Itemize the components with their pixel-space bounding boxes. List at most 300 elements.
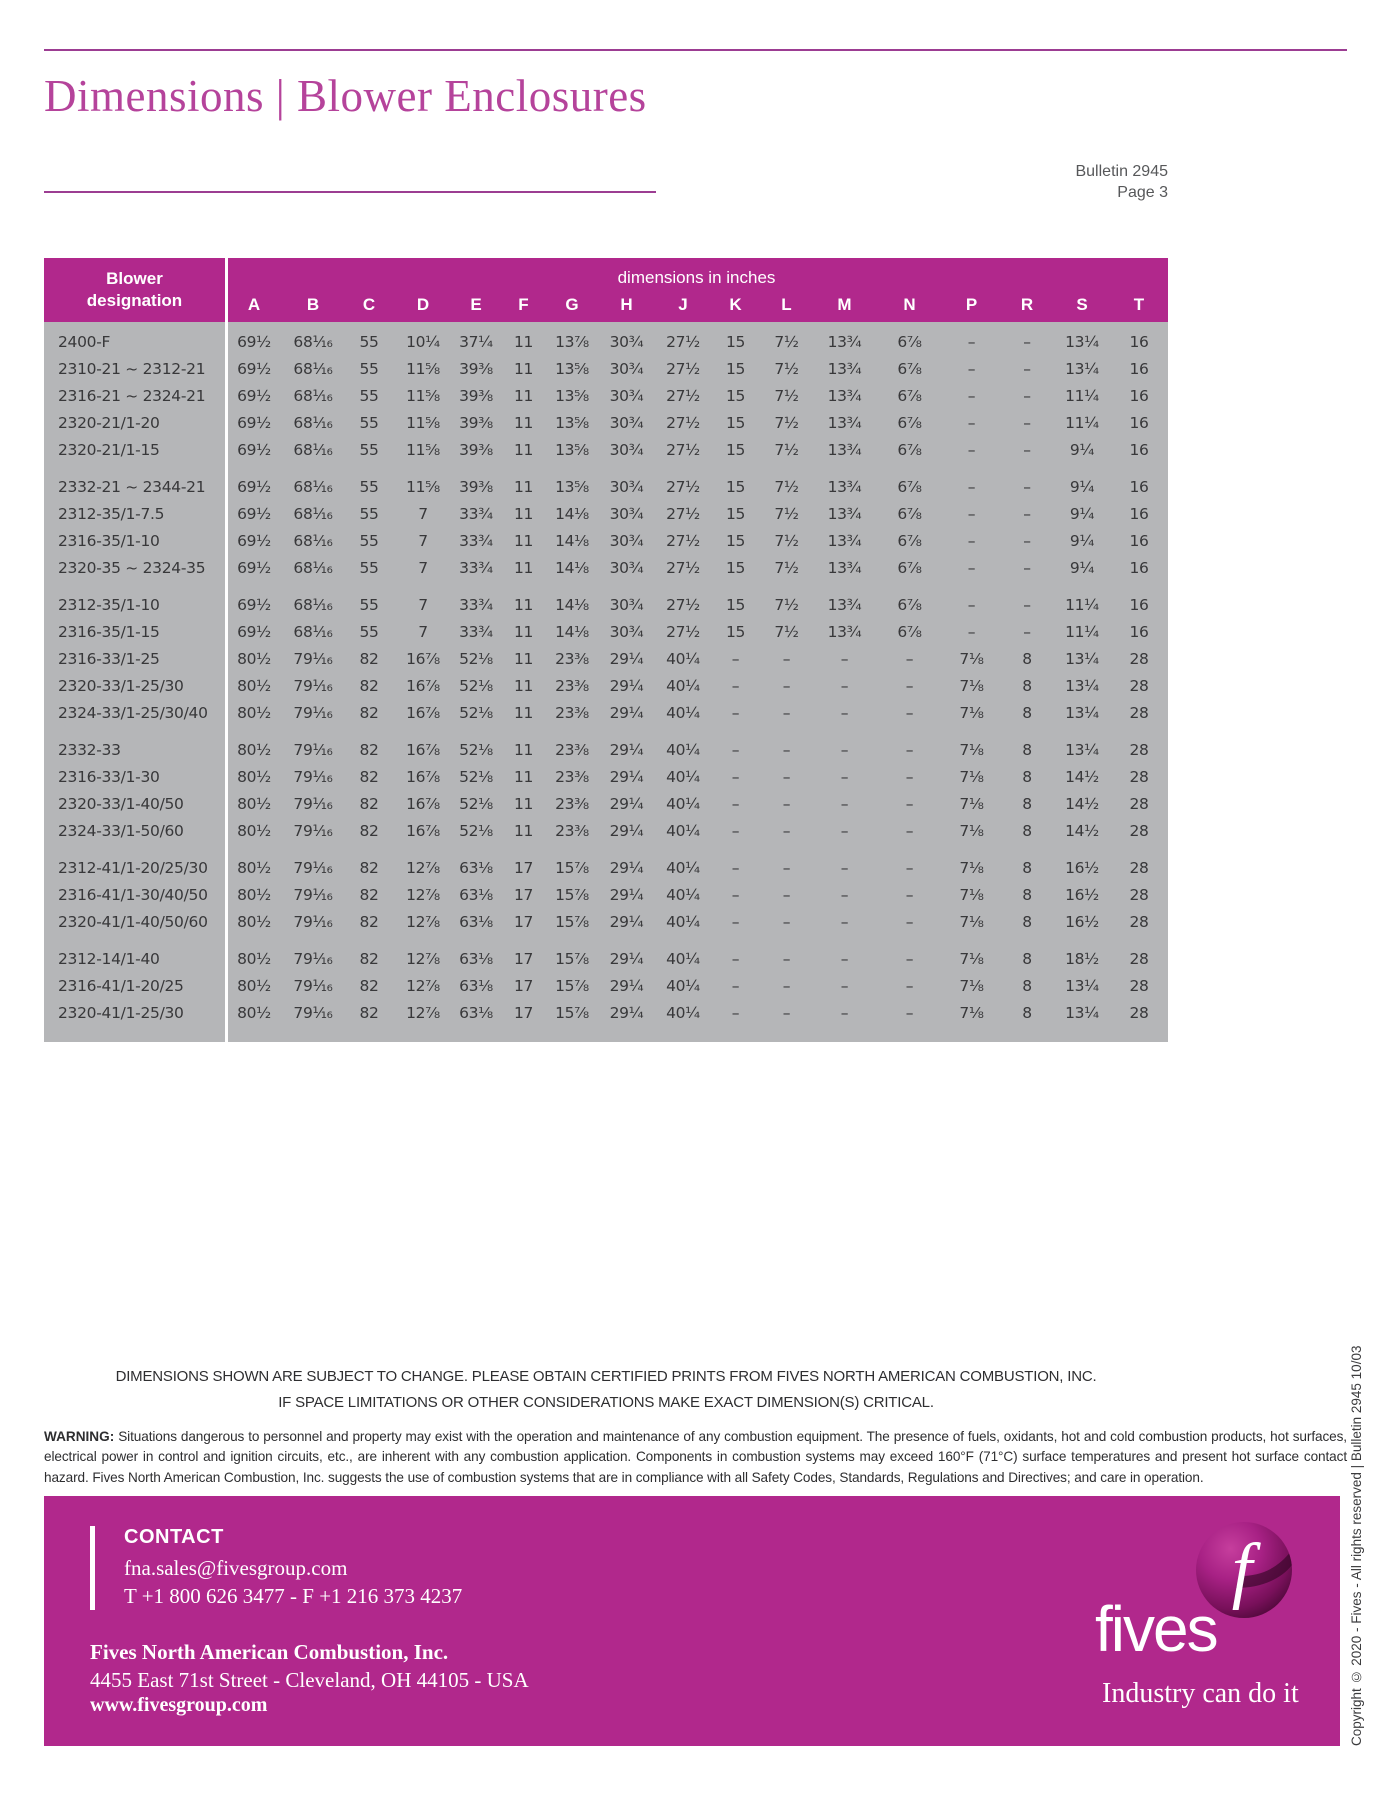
dimension-cell: 29¼ [609,1003,644,1022]
group-gap [44,581,1168,591]
contact-accent-bar [90,1526,95,1610]
dimension-cell: 13¾ [827,531,862,550]
dimension-cell: 11 [513,767,534,786]
dimension-cell: 15 [725,359,746,378]
dimension-cell: 6⅞ [897,386,922,405]
dimension-cell: 7½ [774,595,799,614]
dimension-cell: 29¼ [609,949,644,968]
dimension-cell: 16⅞ [406,821,440,840]
blower-designation-cell: 2324-33/1-25/30/40 [58,703,208,722]
dimension-cell: 55 [359,622,379,641]
dimension-cell: 12⅞ [406,858,440,877]
dimension-cell: 30¾ [609,440,644,459]
dimension-cell: – [967,595,976,614]
dimension-cell: 52⅛ [459,740,493,759]
dimension-cell: 15⅞ [555,1003,589,1022]
table-row [44,436,1168,463]
dimension-cell: 12⅞ [406,976,440,995]
dimension-cell: 15 [725,440,746,459]
dimension-cell: 14½ [1065,821,1099,840]
dimension-cell: 82 [359,676,379,695]
page-title: Dimensions | Blower Enclosures [44,71,647,121]
dimension-cell: 15 [725,332,746,351]
dimension-cell: – [905,885,914,904]
blower-designation-cell: 2312-35/1-7.5 [58,504,165,523]
dimension-cell: 16 [1129,386,1149,405]
blower-designation-cell: 2400-F [58,332,111,351]
column-letter: L [781,295,792,314]
dimension-cell: – [840,858,849,877]
dimension-cell: – [782,767,791,786]
dimension-cell: 11 [513,413,534,432]
dimension-cell: 13¼ [1065,1003,1099,1022]
dimension-cell: 13⅝ [555,413,589,432]
table-row [44,945,1168,972]
dimension-cell: 63⅛ [459,912,493,931]
warning-label: WARNING: [44,1429,115,1444]
company-name: Fives North American Combustion, Inc. [90,1640,449,1664]
dimension-cell: 17 [513,885,534,904]
dimension-cell: – [731,1003,740,1022]
dimension-cell: 7⅛ [959,794,984,813]
column-letter: K [729,295,742,314]
dimension-cell: 23⅜ [555,676,589,695]
dimension-cell: 11¼ [1065,595,1099,614]
dimension-cell: 39⅜ [459,440,493,459]
dimension-cell: – [840,1003,849,1022]
dimension-cell: 9¼ [1069,558,1095,577]
dimension-cell: – [967,531,976,550]
blower-designation-cell: 2320-41/1-25/30 [58,1003,184,1022]
column-letter: G [565,295,579,314]
table-row [44,382,1168,409]
dimension-cell: 11 [513,794,534,813]
dimension-cell: 10¼ [406,332,440,351]
dimension-cell: 8 [1022,649,1032,668]
blower-designation-cell: 2320-21/1-15 [58,440,160,459]
table-row [44,790,1168,817]
dimension-cell: 16 [1129,531,1149,550]
dimension-cell: – [967,504,976,523]
table-row [44,409,1168,436]
dimension-cell: 63⅛ [459,976,493,995]
column-letter: M [837,295,852,314]
dimension-cell: – [840,949,849,968]
dimension-cell: 28 [1129,949,1149,968]
dimension-cell: 79¹⁄₁₆ [293,1003,333,1022]
dimension-cell: 40¼ [666,821,700,840]
dimension-cell: 17 [513,912,534,931]
dimension-cell: 13⅝ [555,386,589,405]
dimension-cell: 8 [1022,740,1032,759]
dimension-cell: 12⅞ [406,912,440,931]
dimension-cell: 8 [1022,912,1032,931]
dimension-cell: – [840,703,849,722]
column-letter: C [362,295,376,314]
dimension-cell: 63⅛ [459,949,493,968]
dimension-cell: 63⅛ [459,858,493,877]
dimension-cell: 7 [418,558,428,577]
dimension-cell: 55 [359,440,379,459]
dimension-cell: 8 [1022,676,1032,695]
dimension-cell: 79¹⁄₁₆ [293,821,333,840]
dimension-cell: – [731,676,740,695]
dimension-cell: 12⅞ [406,1003,440,1022]
dimension-cell: 39⅜ [459,359,493,378]
dimension-cell: 29¼ [609,912,644,931]
column-letters-row [225,288,1168,322]
bulletin-number: Bulletin 2945 [1075,163,1168,180]
dimension-cell: – [1023,413,1031,432]
dimension-cell: 80½ [237,885,271,904]
dimension-cell: 6⅞ [897,595,922,614]
dimension-cell: 79¹⁄₁₆ [293,885,333,904]
dimension-cell: 30¾ [609,477,644,496]
column-letter: D [416,295,430,314]
dimension-cell: 68¹⁄₁₆ [293,440,333,459]
blower-designation-cell: 2320-35 ~ 2324-35 [58,558,206,577]
dimension-cell: – [782,949,791,968]
dimension-cell: – [1023,477,1031,496]
table-row [44,881,1168,908]
dimension-cell: – [782,649,791,668]
dimension-cell: 15 [725,531,746,550]
dimension-cell: 79¹⁄₁₆ [293,740,333,759]
dimension-cell: – [967,558,976,577]
logo-f-letter: f [1231,1529,1253,1611]
dimension-cell: 29¼ [609,703,644,722]
disclaimer-line2: IF SPACE LIMITATIONS OR OTHER CONSIDERATIONS MAKE EXACT DIMENSION(S) CRITICAL. [278,1393,934,1411]
dimension-cell: 27½ [666,440,700,459]
blower-designation-cell: 2316-41/1-30/40/50 [58,885,208,904]
dimension-cell: 13¼ [1065,703,1099,722]
dimension-cell: 11 [513,676,534,695]
column-letter: E [470,295,482,314]
dimension-cell: 82 [359,885,379,904]
dimension-cell: 80½ [237,949,271,968]
dimension-cell: 15⅞ [555,949,589,968]
dimension-cell: 15 [725,558,746,577]
dimension-cell: 55 [359,531,379,550]
dimension-cell: 30¾ [609,386,644,405]
dimension-cell: 8 [1022,976,1032,995]
dimension-cell: 11⅝ [406,359,440,378]
dimension-cell: 7⅛ [959,976,984,995]
dimension-cell: 7⅛ [959,676,984,695]
blower-designation-cell: 2320-33/1-40/50 [58,794,184,813]
dimension-cell: 40¼ [666,912,700,931]
dimension-cell: – [731,949,740,968]
dimension-cell: 55 [359,504,379,523]
dimension-cell: 13¾ [827,413,862,432]
table-row [44,763,1168,790]
dimension-cell: – [967,622,976,641]
dimension-cell: 33¾ [459,595,493,614]
dimension-cell: 55 [359,413,379,432]
dimension-cell: 27½ [666,413,700,432]
table-row [44,473,1168,500]
dimension-cell: 15 [725,413,746,432]
dimension-cell: – [731,740,740,759]
dimension-cell: – [782,794,791,813]
dimension-cell: 40¼ [666,976,700,995]
dimension-cell: 8 [1022,1003,1032,1022]
dimension-cell: 69½ [237,440,271,459]
table-row [44,645,1168,672]
dimension-cell: 40¼ [666,767,700,786]
dimension-cell: 6⅞ [897,359,922,378]
dimension-cell: 15 [725,477,746,496]
warning-paragraph [44,1427,1347,1488]
dimension-cell: 7½ [774,386,799,405]
dimension-cell: 80½ [237,912,271,931]
dimension-cell: 68¹⁄₁₆ [293,558,333,577]
blower-designation-cell: 2316-35/1-10 [58,531,160,550]
dimension-cell: 63⅛ [459,885,493,904]
page-number: Page 3 [1117,183,1168,201]
dimension-cell: – [1023,440,1031,459]
column-letter: S [1076,295,1088,314]
table-row [44,500,1168,527]
dimension-cell: – [731,794,740,813]
blower-designation-cell: 2320-33/1-25/30 [58,676,184,695]
dimension-cell: 28 [1129,821,1149,840]
table-row [44,854,1168,881]
dimension-cell: 7 [418,622,428,641]
designation-header [44,258,225,322]
dimension-cell: 13¼ [1065,976,1099,995]
dimension-cell: 68¹⁄₁₆ [293,477,333,496]
disclaimer-note [44,1364,1168,1415]
dimension-cell: 40¼ [666,703,700,722]
dimension-cell: 28 [1129,1003,1149,1022]
contact-phone: T +1 800 626 3477 - F +1 216 373 4237 [124,1584,463,1608]
dimension-cell: 68¹⁄₁₆ [293,504,333,523]
dimension-cell: 79¹⁄₁₆ [293,912,333,931]
dimension-cell: 28 [1129,885,1149,904]
dimension-cell: 7½ [774,477,799,496]
dimension-cell: – [905,767,914,786]
dimension-cell: 40¼ [666,676,700,695]
dimension-cell: 7 [418,531,428,550]
dimension-cell: 69½ [237,622,271,641]
dimension-cell: 28 [1129,858,1149,877]
dimension-cell: – [967,332,976,351]
group-gap [44,726,1168,736]
dimension-cell: 39⅜ [459,413,493,432]
table-header [44,258,1168,322]
dimension-cell: – [840,821,849,840]
dimension-cell: 69½ [237,413,271,432]
dimensions-table [44,258,1168,1042]
dimension-cell: 68¹⁄₁₆ [293,359,333,378]
dimension-cell: 33¾ [459,558,493,577]
body-column-separator [225,322,228,1042]
dimension-cell: – [905,976,914,995]
dimension-cell: – [1023,531,1031,550]
dimension-cell: 52⅛ [459,649,493,668]
dimension-cell: 29¼ [609,821,644,840]
dimension-cell: 27½ [666,531,700,550]
dimension-cell: 14⅛ [555,531,589,550]
dimension-cell: 13¼ [1065,740,1099,759]
dimension-cell: 8 [1022,821,1032,840]
dimension-cell: 15 [725,386,746,405]
dimension-cell: 6⅞ [897,332,922,351]
dimension-cell: 13¾ [827,386,862,405]
dimension-cell: 16½ [1065,912,1099,931]
dimension-cell: – [967,477,976,496]
dimension-cell: 55 [359,477,379,496]
dimension-cell: 16⅞ [406,767,440,786]
dimension-cell: 79¹⁄₁₆ [293,767,333,786]
dimension-cell: 79¹⁄₁₆ [293,649,333,668]
table-body [44,322,1168,1042]
dimension-cell: 17 [513,976,534,995]
dimension-cell: 8 [1022,703,1032,722]
dimension-cell: 16 [1129,558,1149,577]
dimension-cell: – [731,767,740,786]
dimension-cell: 52⅛ [459,794,493,813]
dimensions-span-label: dimensions in inches [617,268,776,287]
dimension-cell: 11⅝ [406,440,440,459]
bulletin-reference [1075,162,1168,204]
dimension-cell: 55 [359,386,379,405]
dimension-cell: 9¼ [1069,440,1095,459]
dimension-cell: 80½ [237,821,271,840]
dimension-cell: 11 [513,649,534,668]
dimension-cell: – [840,767,849,786]
dimension-cell: 69½ [237,531,271,550]
table-row [44,908,1168,935]
dimension-cell: 55 [359,558,379,577]
dimension-cell: – [1023,504,1031,523]
dimension-cell: 30¾ [609,359,644,378]
fives-wordmark: fives [1095,1593,1217,1665]
dimension-cell: 11¼ [1065,622,1099,641]
dimension-cell: 23⅜ [555,821,589,840]
dimension-cell: 23⅜ [555,794,589,813]
column-letter: B [306,295,320,314]
dimension-cell: 7⅛ [959,885,984,904]
dimension-cell: 30¾ [609,595,644,614]
dimension-cell: 8 [1022,858,1032,877]
dimension-cell: 68¹⁄₁₆ [293,413,333,432]
company-website: www.fivesgroup.com [90,1694,268,1716]
dimension-cell: – [782,821,791,840]
blower-designation-cell: 2312-41/1-20/25/30 [58,858,208,877]
dimension-cell: 33¾ [459,622,493,641]
dimension-cell: 80½ [237,858,271,877]
dimension-cell: 11 [513,703,534,722]
dimension-cell: 80½ [237,649,271,668]
dimension-cell: 28 [1129,649,1149,668]
dimension-cell: – [731,885,740,904]
dimension-cell: 7⅛ [959,649,984,668]
dimension-cell: 40¼ [666,949,700,968]
dimension-cell: 13¼ [1065,332,1099,351]
dimension-cell: 11 [513,531,534,550]
dimension-cell: 28 [1129,794,1149,813]
dimension-cell: 16 [1129,504,1149,523]
dimension-cell: 16⅞ [406,676,440,695]
blower-designation-cell: 2310-21 ~ 2312-21 [58,359,206,378]
table-row [44,591,1168,618]
dimension-cell: 23⅜ [555,767,589,786]
dimension-cell: 11 [513,332,534,351]
dimension-cell: 6⅞ [897,531,922,550]
dimension-cell: 13¼ [1065,676,1099,695]
column-letter: P [965,295,978,314]
dimension-cell: 16 [1129,332,1149,351]
dimension-cell: 79¹⁄₁₆ [293,949,333,968]
dimension-cell: 82 [359,703,379,722]
dimension-cell: 7½ [774,359,799,378]
dimension-cell: 13¾ [827,558,862,577]
dimension-cell: 55 [359,332,379,351]
dimension-cell: – [731,703,740,722]
dimension-cell: 13⅞ [555,332,589,351]
dimension-cell: 15 [725,622,746,641]
dimension-cell: 29¼ [609,676,644,695]
dimension-cell: 16 [1129,359,1149,378]
dimension-cell: – [1023,595,1031,614]
dimension-cell: 80½ [237,794,271,813]
dimension-cell: 7½ [774,440,799,459]
dimension-cell: 82 [359,1003,379,1022]
dimension-cell: 27½ [666,332,700,351]
dimension-cell: 8 [1022,794,1032,813]
column-letter: N [903,295,916,314]
dimension-cell: – [905,649,914,668]
blower-designation-cell: 2320-41/1-40/50/60 [58,912,208,931]
dimension-cell: – [782,703,791,722]
dimension-cell: 40¼ [666,858,700,877]
dimension-cell: 69½ [237,595,271,614]
dimension-cell: 29¼ [609,885,644,904]
dimension-cell: 7⅛ [959,858,984,877]
dimension-cell: 6⅞ [897,440,922,459]
dimension-cell: – [840,885,849,904]
dimension-cell: 9¼ [1069,504,1095,523]
disclaimer-line1: DIMENSIONS SHOWN ARE SUBJECT TO CHANGE. PLEASE OBTAIN CERTIFIED PRINTS FROM FIVES NORTH AMERICAN COMBUSTION, INC. [115,1368,1097,1385]
dimension-cell: 17 [513,949,534,968]
dimension-cell: 68¹⁄₁₆ [293,386,333,405]
table-row [44,355,1168,382]
dimension-cell: – [905,703,914,722]
dimension-cell: 16⅞ [406,794,440,813]
dimension-cell: – [905,821,914,840]
blower-designation-cell: 2324-33/1-50/60 [58,821,184,840]
dimension-cell: 27½ [666,558,700,577]
dimension-cell: 40¼ [666,885,700,904]
dimension-cell: 69½ [237,477,271,496]
dimension-cell: 40¼ [666,1003,700,1022]
dimension-cell: 6⅞ [897,413,922,432]
dimension-cell: 7½ [774,504,799,523]
dimension-cell: 13⅝ [555,359,589,378]
dimension-cell: – [967,440,976,459]
blower-designation-cell: 2316-41/1-20/25 [58,976,184,995]
dimension-cell: 16 [1129,413,1149,432]
blower-designation-cell: 2332-33 [58,740,121,759]
dimension-cell: 16⅞ [406,649,440,668]
dimension-cell: 80½ [237,1003,271,1022]
dimension-cell: 11 [513,740,534,759]
column-letter: H [620,295,633,314]
copyright-vertical-text: Copyright © 2020 - Fives - All rights reserved | Bulletin 2945 10/03 [1349,1345,1364,1746]
warning-text: Situations dangerous to personnel and property may exist with the operation and maintenance of any combustion equipment. The presence of fuels, oxidants, hot and cold combustion products, hot surfaces, electrical power in control and ignition circuits, etc., are inherent with any combustion application. Components in combustion systems may exceed 160°F (71°C) surface temperatures and present hot surface contact hazard. Fives North American Combustion, Inc. suggests the use of combustion systems that are in compliance with all Safety Codes, Standards, Regulations and Directives; and care in operation. [44,1429,1347,1485]
